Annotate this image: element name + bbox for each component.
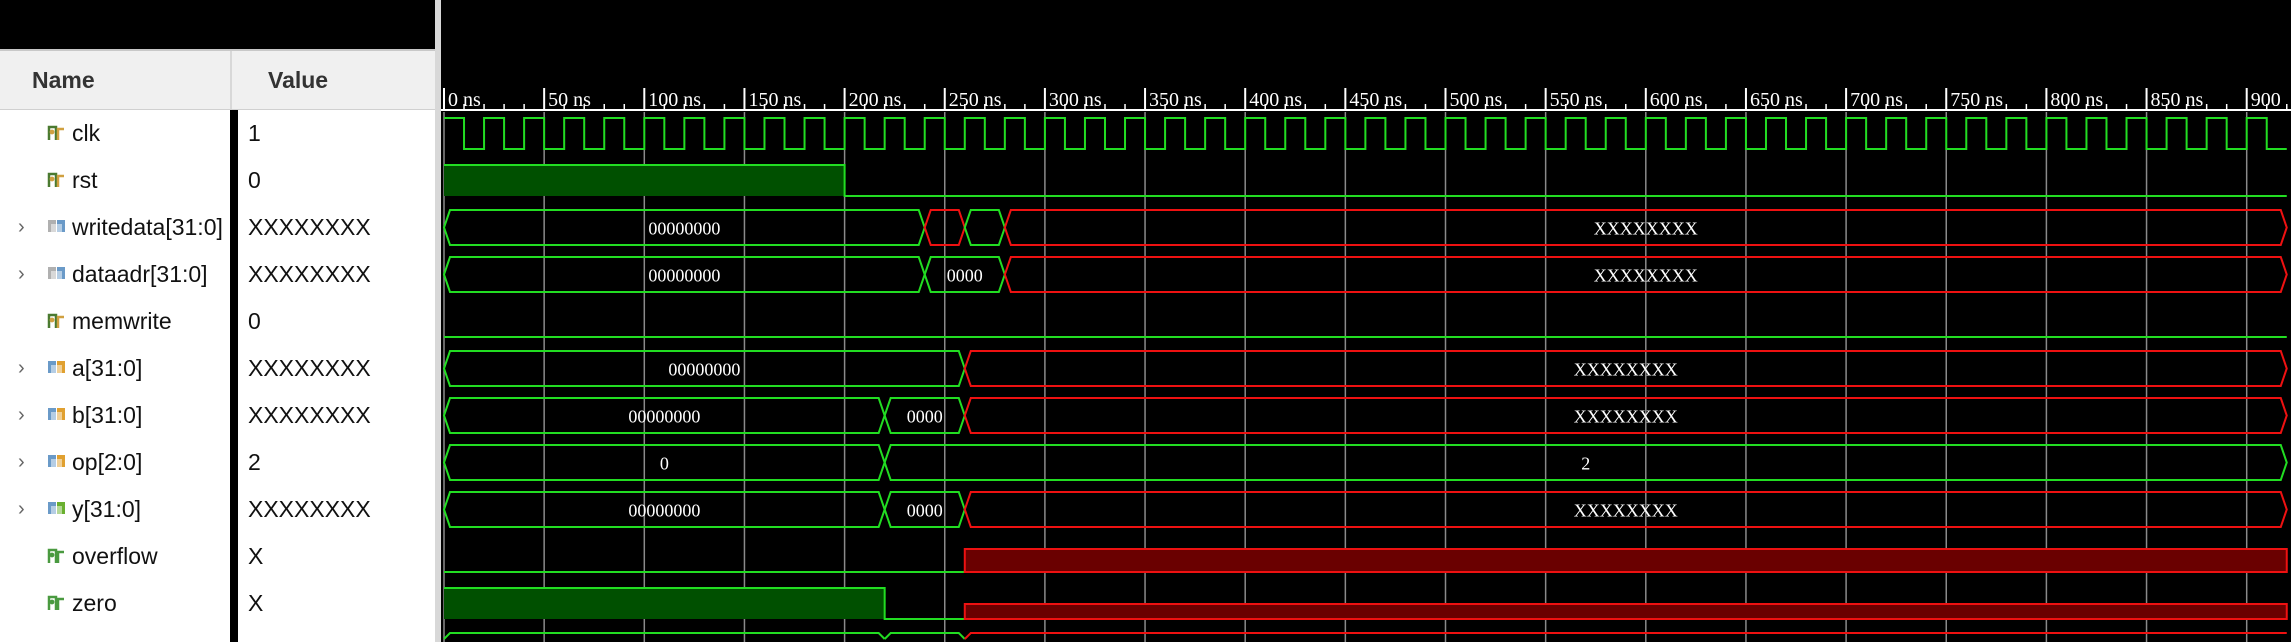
ruler-tick-label: 350 ns <box>1149 89 1202 111</box>
ruler-tick-label: 550 ns <box>1549 89 1603 111</box>
signal-name: b[31:0] <box>72 402 143 428</box>
ruler-tick-label: 300 ns <box>1048 89 1102 111</box>
signal-value-row[interactable] <box>238 439 435 485</box>
signal-value: XXXXXXXX <box>248 402 371 428</box>
signal-value-row[interactable] <box>238 204 435 250</box>
ruler-tick-label: 800 ns <box>2050 89 2104 111</box>
signal-list-panel <box>0 0 435 642</box>
op-segment-label: 2 <box>1581 453 1591 474</box>
signal-row[interactable] <box>0 251 230 297</box>
ruler-tick-label: 600 ns <box>1649 89 1703 111</box>
signal-name: clk <box>72 120 101 146</box>
bit-signal-icon <box>46 123 68 143</box>
column-header <box>0 49 435 110</box>
signal-value-row[interactable] <box>238 157 435 203</box>
signal-row[interactable] <box>0 110 230 156</box>
value-column-header[interactable]: Value <box>268 67 329 93</box>
signal-name: writedata[31:0] <box>72 214 223 240</box>
ruler-tick-label: 450 ns <box>1349 89 1403 111</box>
signal-value-row[interactable] <box>238 580 435 626</box>
signal-name: a[31:0] <box>72 355 143 381</box>
signal-value: XXXXXXXX <box>248 214 371 240</box>
signal-value: X <box>248 543 264 569</box>
signal-value: XXXXXXXX <box>248 261 371 287</box>
signal-name-column <box>0 110 230 642</box>
bus-signal-icon <box>46 217 68 237</box>
bit-signal-icon <box>46 311 68 331</box>
expand-chevron-icon[interactable]: › <box>18 263 25 285</box>
ruler-tick-label: 400 ns <box>1249 89 1302 111</box>
rst-high-fill <box>444 165 845 196</box>
ruler-tick-label: 750 ns <box>1950 89 2004 111</box>
signal-name: overflow <box>72 543 158 569</box>
dataadr-segment-label: XXXXXXXX <box>1593 265 1698 286</box>
signal-value: XXXXXXXX <box>248 496 371 522</box>
a-segment-label: XXXXXXXX <box>1573 359 1678 380</box>
signal-value-row[interactable] <box>238 298 435 344</box>
signal-row[interactable] <box>0 439 230 485</box>
overflow-x-region <box>965 549 2287 572</box>
writedata-segment-label: 00000000 <box>648 218 721 239</box>
signal-value: XXXXXXXX <box>248 355 371 381</box>
ruler-tick-label: 650 ns <box>1749 89 1803 111</box>
expand-chevron-icon[interactable]: › <box>18 498 25 520</box>
ruler-tick-label: 250 ns <box>948 89 1002 111</box>
ruler-tick-label: 0 ns <box>448 89 481 111</box>
column-resize-handle[interactable] <box>230 51 232 109</box>
signal-name: op[2:0] <box>72 449 143 475</box>
signal-value: 0 <box>248 167 261 193</box>
y-segment-label: XXXXXXXX <box>1573 500 1678 521</box>
signal-value: X <box>248 590 264 616</box>
signal-row[interactable] <box>0 298 230 344</box>
y-segment-label: 00000000 <box>628 500 701 521</box>
bus-input-icon <box>46 405 68 425</box>
zero-high-fill <box>444 588 885 619</box>
writedata-segment-label: XXXXXXXX <box>1593 218 1698 239</box>
b-segment-label: XXXXXXXX <box>1573 406 1678 427</box>
ruler-tick-label: 100 ns <box>648 89 702 111</box>
signal-row[interactable] <box>0 392 230 438</box>
signal-name: memwrite <box>72 308 172 334</box>
signal-value-row[interactable] <box>238 392 435 438</box>
expand-chevron-icon[interactable]: › <box>18 404 25 426</box>
b-segment-label: 0000 <box>906 406 943 427</box>
bus-input-icon <box>46 358 68 378</box>
dataadr-segment-label: 00000000 <box>648 265 721 286</box>
bit-output-icon <box>46 593 68 613</box>
ruler-tick-label: 700 ns <box>1850 89 1903 111</box>
ruler-tick-label: 200 ns <box>848 89 902 111</box>
y-segment-label: 0000 <box>906 500 943 521</box>
bit-output-icon <box>46 546 68 566</box>
signal-value-column <box>238 110 435 642</box>
bit-signal-icon <box>46 170 68 190</box>
zero-x-region <box>965 604 2287 619</box>
dataadr-segment-label: 0000 <box>946 265 983 286</box>
signal-row[interactable] <box>0 580 230 626</box>
signal-row[interactable] <box>0 486 230 532</box>
signal-name: y[31:0] <box>72 496 142 522</box>
op-segment-label: 0 <box>659 453 669 474</box>
expand-chevron-icon[interactable]: › <box>18 216 25 238</box>
signal-value: 0 <box>248 308 261 334</box>
signal-name: zero <box>72 590 117 616</box>
signal-value-row[interactable] <box>238 345 435 391</box>
signal-name: rst <box>72 167 98 193</box>
signal-name: dataadr[31:0] <box>72 261 208 287</box>
waveform-canvas[interactable] <box>441 0 2291 642</box>
ruler-tick-label: 900 <box>2250 89 2281 111</box>
ruler-tick-label: 50 ns <box>548 89 591 111</box>
b-segment-label: 00000000 <box>628 406 701 427</box>
ruler-tick-label: 150 ns <box>748 89 802 111</box>
a-segment-label: 00000000 <box>668 359 741 380</box>
signal-value-row[interactable] <box>238 533 435 579</box>
signal-row[interactable] <box>0 345 230 391</box>
bus-signal-icon <box>46 264 68 284</box>
expand-chevron-icon[interactable]: › <box>18 357 25 379</box>
signal-value-row[interactable] <box>238 110 435 156</box>
name-column-header[interactable]: Name <box>32 67 95 93</box>
signal-value-row[interactable] <box>238 251 435 297</box>
ruler-tick-label: 500 ns <box>1449 89 1503 111</box>
ruler-tick-label: 850 ns <box>2150 89 2204 111</box>
expand-chevron-icon[interactable]: › <box>18 451 25 473</box>
signal-row[interactable] <box>0 157 230 203</box>
signal-value: 2 <box>248 449 261 475</box>
signal-value: 1 <box>248 120 261 146</box>
signal-row[interactable] <box>0 204 230 250</box>
bus-output-icon <box>46 499 68 519</box>
bus-input-icon <box>46 452 68 472</box>
signal-row[interactable] <box>0 533 230 579</box>
signal-value-row[interactable] <box>238 486 435 532</box>
